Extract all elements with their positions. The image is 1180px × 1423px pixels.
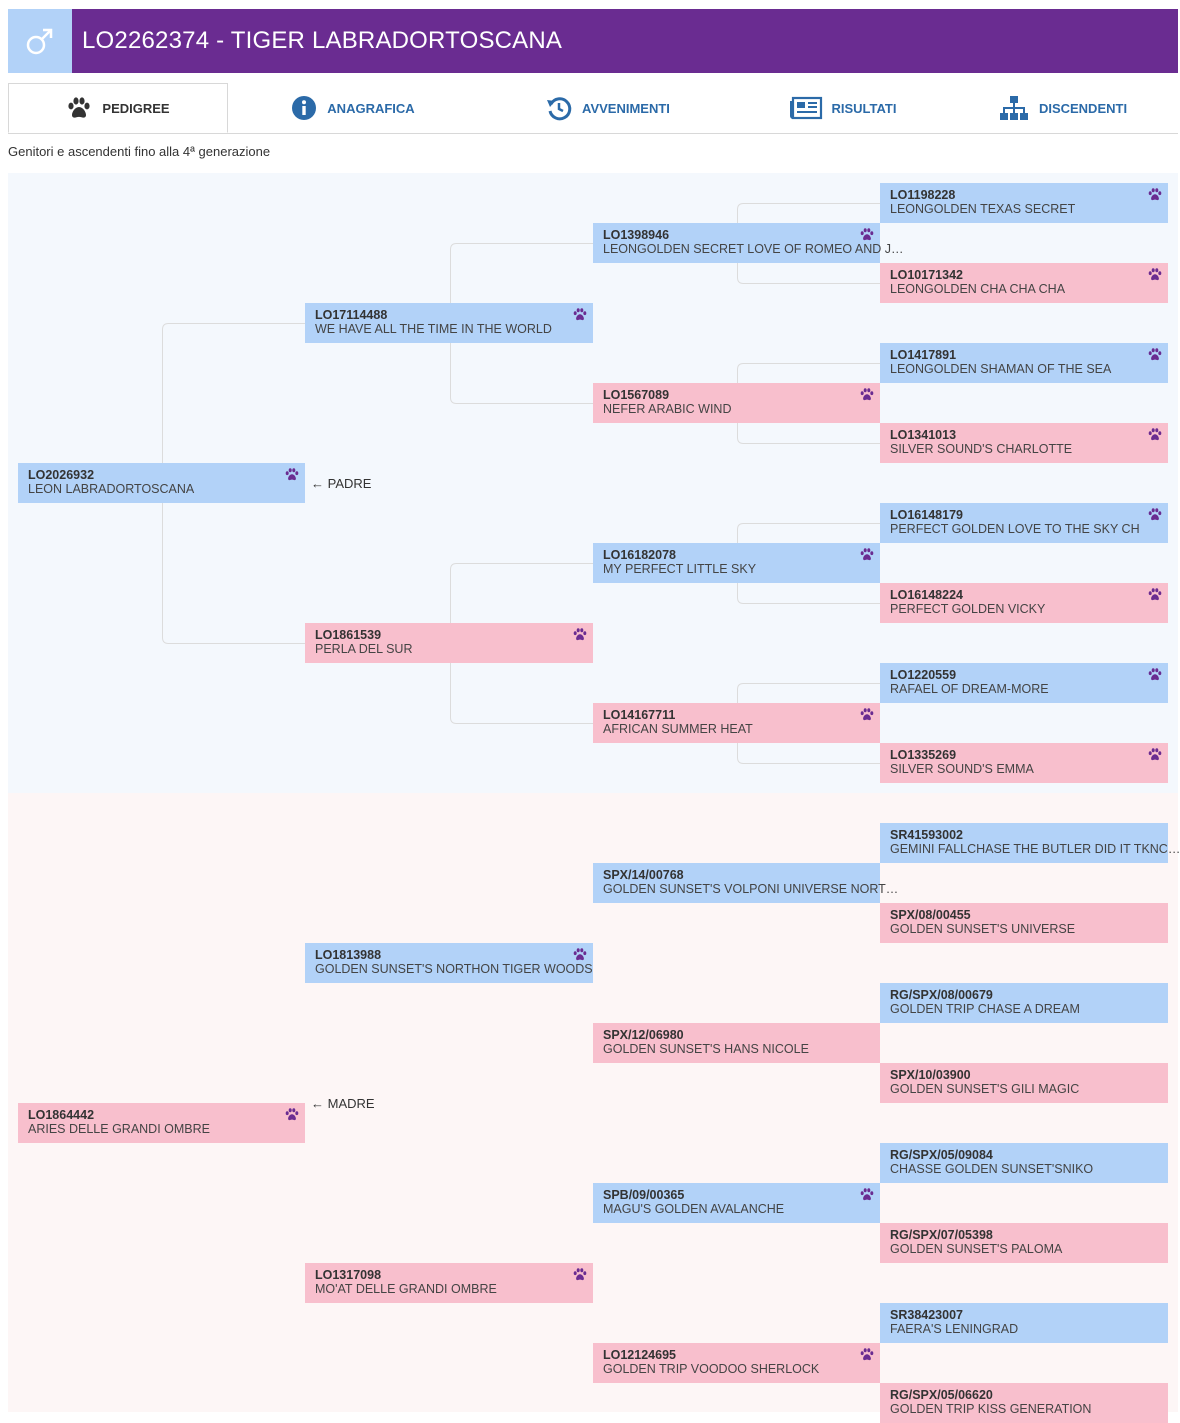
dog-registration-number: RG/SPX/05/06620 bbox=[890, 1388, 993, 1402]
dog-registration-number: LO1398946 bbox=[603, 228, 670, 242]
tab-discendenti[interactable] bbox=[983, 83, 1143, 133]
tab-avvenimenti[interactable] bbox=[498, 83, 718, 133]
dog-name: PERFECT GOLDEN VICKY bbox=[890, 602, 1046, 616]
dog-name: GOLDEN TRIP CHASE A DREAM bbox=[890, 1002, 1080, 1016]
dog-name: GOLDEN TRIP KISS GENERATION bbox=[890, 1402, 1092, 1416]
pedigree-dog-card[interactable] bbox=[593, 1183, 880, 1223]
pedigree-dog-card[interactable] bbox=[593, 383, 880, 423]
dog-registration-number: LO1317098 bbox=[315, 1268, 382, 1282]
dog-name: SILVER SOUND'S EMMA bbox=[890, 762, 1034, 776]
dog-name: MO'AT DELLE GRANDI OMBRE bbox=[315, 1282, 497, 1296]
dog-registration-number: LO1341013 bbox=[890, 428, 957, 442]
dog-registration-number: LO1813988 bbox=[315, 948, 382, 962]
pedigree-dog-card[interactable] bbox=[593, 543, 880, 583]
dog-registration-number: LO1335269 bbox=[890, 748, 957, 762]
pedigree-dog-card[interactable] bbox=[593, 223, 904, 263]
dog-name: GOLDEN SUNSET'S GILI MAGIC bbox=[890, 1082, 1080, 1096]
dog-name: FAERA'S LENINGRAD bbox=[890, 1322, 1019, 1336]
dog-registration-number: SPX/08/00455 bbox=[890, 908, 971, 922]
pedigree-dog-card[interactable] bbox=[880, 1383, 1168, 1423]
pedigree-dog-card[interactable] bbox=[305, 943, 593, 983]
dog-registration-number: LO1864442 bbox=[28, 1108, 95, 1122]
dam-label: ← MADRE bbox=[311, 1096, 375, 1111]
dog-registration-number: SR41593002 bbox=[890, 828, 963, 842]
paw-icon[interactable] bbox=[1148, 668, 1162, 681]
tab-anagrafica[interactable] bbox=[253, 83, 453, 133]
paw-icon[interactable] bbox=[860, 1188, 874, 1201]
male-symbol-icon bbox=[8, 9, 72, 73]
paw-icon[interactable] bbox=[1148, 348, 1162, 361]
tab-bar bbox=[8, 83, 1178, 134]
dog-registration-number: LO1417891 bbox=[890, 348, 957, 362]
paw-icon[interactable] bbox=[573, 948, 587, 961]
pedigree-dog-card[interactable] bbox=[593, 1023, 880, 1063]
pedigree-dog-card[interactable] bbox=[880, 343, 1168, 383]
dog-name: LEONGOLDEN CHA CHA CHA bbox=[890, 282, 1066, 296]
pedigree-dog-card[interactable] bbox=[880, 1143, 1168, 1183]
tab-risultati[interactable] bbox=[753, 83, 933, 133]
dog-registration-number: SPX/12/06980 bbox=[603, 1028, 684, 1042]
dog-name: GOLDEN SUNSET'S UNIVERSE bbox=[890, 922, 1076, 936]
pedigree-dog-card[interactable] bbox=[18, 1103, 305, 1143]
dog-name: WE HAVE ALL THE TIME IN THE WORLD bbox=[315, 322, 552, 336]
paw-icon[interactable] bbox=[1148, 188, 1162, 201]
tab-pedigree[interactable] bbox=[8, 83, 228, 133]
paw-icon[interactable] bbox=[285, 1108, 299, 1121]
dog-name: PERFECT GOLDEN LOVE TO THE SKY CH bbox=[890, 522, 1140, 536]
paw-icon[interactable] bbox=[285, 468, 299, 481]
dog-registration-number: LO16148179 bbox=[890, 508, 963, 522]
pedigree-dog-card[interactable] bbox=[880, 743, 1168, 783]
paw-icon[interactable] bbox=[573, 1268, 587, 1281]
dog-registration-number: LO1567089 bbox=[603, 388, 670, 402]
dog-registration-number: LO16182078 bbox=[603, 548, 676, 562]
dog-name: GOLDEN SUNSET'S NORTHON TIGER WOODS bbox=[315, 962, 593, 976]
pedigree-dog-card[interactable] bbox=[880, 583, 1168, 623]
pedigree-dog-card[interactable] bbox=[880, 823, 1180, 863]
dog-registration-number: LO12124695 bbox=[603, 1348, 676, 1362]
pedigree-dog-card[interactable] bbox=[880, 503, 1168, 543]
paw-icon[interactable] bbox=[1148, 508, 1162, 521]
pedigree-dog-card[interactable] bbox=[880, 903, 1168, 943]
tab-label: ANAGRAFICA bbox=[327, 100, 415, 116]
paw-icon bbox=[66, 96, 92, 120]
dog-name: RAFAEL OF DREAM-MORE bbox=[890, 682, 1049, 696]
dog-name: GEMINI FALLCHASE THE BUTLER DID IT TKNC… bbox=[890, 842, 1180, 856]
dog-name: CHASSE GOLDEN SUNSET'SNIKO bbox=[890, 1162, 1094, 1176]
pedigree-dog-card[interactable] bbox=[305, 303, 593, 343]
dog-name: GOLDEN SUNSET'S VOLPONI UNIVERSE NORT… bbox=[603, 882, 899, 896]
pedigree-dog-card[interactable] bbox=[880, 263, 1168, 303]
pedigree-subtitle: Genitori e ascendenti fino alla 4ª generazione bbox=[8, 144, 271, 159]
dog-name: ARIES DELLE GRANDI OMBRE bbox=[28, 1122, 210, 1136]
page-header bbox=[8, 9, 1178, 73]
dog-registration-number: RG/SPX/07/05398 bbox=[890, 1228, 993, 1242]
pedigree-dog-card[interactable] bbox=[593, 703, 880, 743]
paw-icon[interactable] bbox=[860, 1348, 874, 1361]
paw-icon[interactable] bbox=[860, 388, 874, 401]
pedigree-dog-card[interactable] bbox=[880, 1303, 1168, 1343]
pedigree-dog-card[interactable] bbox=[593, 1343, 880, 1383]
dog-name: LEONGOLDEN SECRET LOVE OF ROMEO AND J… bbox=[603, 242, 904, 256]
tab-label: DISCENDENTI bbox=[1038, 100, 1128, 116]
dog-name: SILVER SOUND'S CHARLOTTE bbox=[890, 442, 1073, 456]
pedigree-dog-card[interactable] bbox=[593, 863, 899, 903]
pedigree-dog-card[interactable] bbox=[880, 663, 1168, 703]
pedigree-dog-card[interactable] bbox=[18, 463, 305, 503]
dog-registration-number: SPX/10/03900 bbox=[890, 1068, 971, 1082]
dog-registration-number: LO17114488 bbox=[315, 308, 388, 322]
dog-name: NEFER ARABIC WIND bbox=[603, 402, 732, 416]
newspaper-icon bbox=[790, 96, 822, 120]
pedigree-dog-card[interactable] bbox=[880, 1063, 1168, 1103]
paw-icon[interactable] bbox=[1148, 268, 1162, 281]
dog-registration-number: SR38423007 bbox=[890, 1308, 963, 1322]
paw-icon[interactable] bbox=[573, 308, 587, 321]
paw-icon[interactable] bbox=[1148, 748, 1162, 761]
paw-icon[interactable] bbox=[860, 228, 874, 241]
tab-label: PEDIGREE bbox=[102, 100, 170, 116]
dog-registration-number: LO16148224 bbox=[890, 588, 963, 602]
paw-icon[interactable] bbox=[1148, 588, 1162, 601]
pedigree-dog-card[interactable] bbox=[305, 623, 593, 663]
pedigree-dog-card[interactable] bbox=[880, 423, 1168, 463]
dog-name: GOLDEN SUNSET'S HANS NICOLE bbox=[603, 1042, 809, 1056]
dog-name: GOLDEN SUNSET'S PALOMA bbox=[890, 1242, 1063, 1256]
pedigree-dog-card[interactable] bbox=[880, 1223, 1168, 1263]
pedigree-dog-card[interactable] bbox=[305, 1263, 593, 1303]
dog-registration-number: RG/SPX/05/09084 bbox=[890, 1148, 993, 1162]
dog-registration-number: LO1861539 bbox=[315, 628, 382, 642]
dog-registration-number: LO2026932 bbox=[28, 468, 95, 482]
dog-registration-number: SPB/09/00365 bbox=[603, 1188, 685, 1202]
dog-name: LEON LABRADORTOSCANA bbox=[28, 482, 195, 496]
sitemap-icon bbox=[999, 95, 1029, 121]
tab-label: RISULTATI bbox=[831, 100, 897, 116]
dog-registration-number: LO1220559 bbox=[890, 668, 957, 682]
dog-registration-number: LO1198228 bbox=[890, 188, 956, 202]
history-icon bbox=[546, 95, 572, 121]
tab-label: AVVENIMENTI bbox=[582, 100, 670, 116]
dog-name: GOLDEN TRIP VOODOO SHERLOCK bbox=[603, 1362, 820, 1376]
dog-registration-number: RG/SPX/08/00679 bbox=[890, 988, 993, 1002]
dog-name: PERLA DEL SUR bbox=[315, 642, 413, 656]
paw-icon[interactable] bbox=[860, 548, 874, 561]
dog-registration-number: LO14167711 bbox=[603, 708, 676, 722]
dog-name: MAGU'S GOLDEN AVALANCHE bbox=[603, 1202, 785, 1216]
page-title: LO2262374 - TIGER LABRADORTOSCANA bbox=[82, 27, 563, 54]
info-icon bbox=[291, 95, 317, 121]
paw-icon[interactable] bbox=[573, 628, 587, 641]
sire-label: ← PADRE bbox=[311, 476, 372, 491]
dog-registration-number: LO10171342 bbox=[890, 268, 963, 282]
dog-name: LEONGOLDEN TEXAS SECRET bbox=[890, 202, 1076, 216]
dog-registration-number: SPX/14/00768 bbox=[603, 868, 684, 882]
dog-name: LEONGOLDEN SHAMAN OF THE SEA bbox=[890, 362, 1112, 376]
paw-icon[interactable] bbox=[860, 708, 874, 721]
pedigree-dog-card[interactable] bbox=[880, 983, 1168, 1023]
paw-icon[interactable] bbox=[1148, 428, 1162, 441]
dog-name: AFRICAN SUMMER HEAT bbox=[603, 722, 753, 736]
pedigree-dog-card[interactable] bbox=[880, 183, 1168, 223]
dog-name: MY PERFECT LITTLE SKY bbox=[603, 562, 757, 576]
